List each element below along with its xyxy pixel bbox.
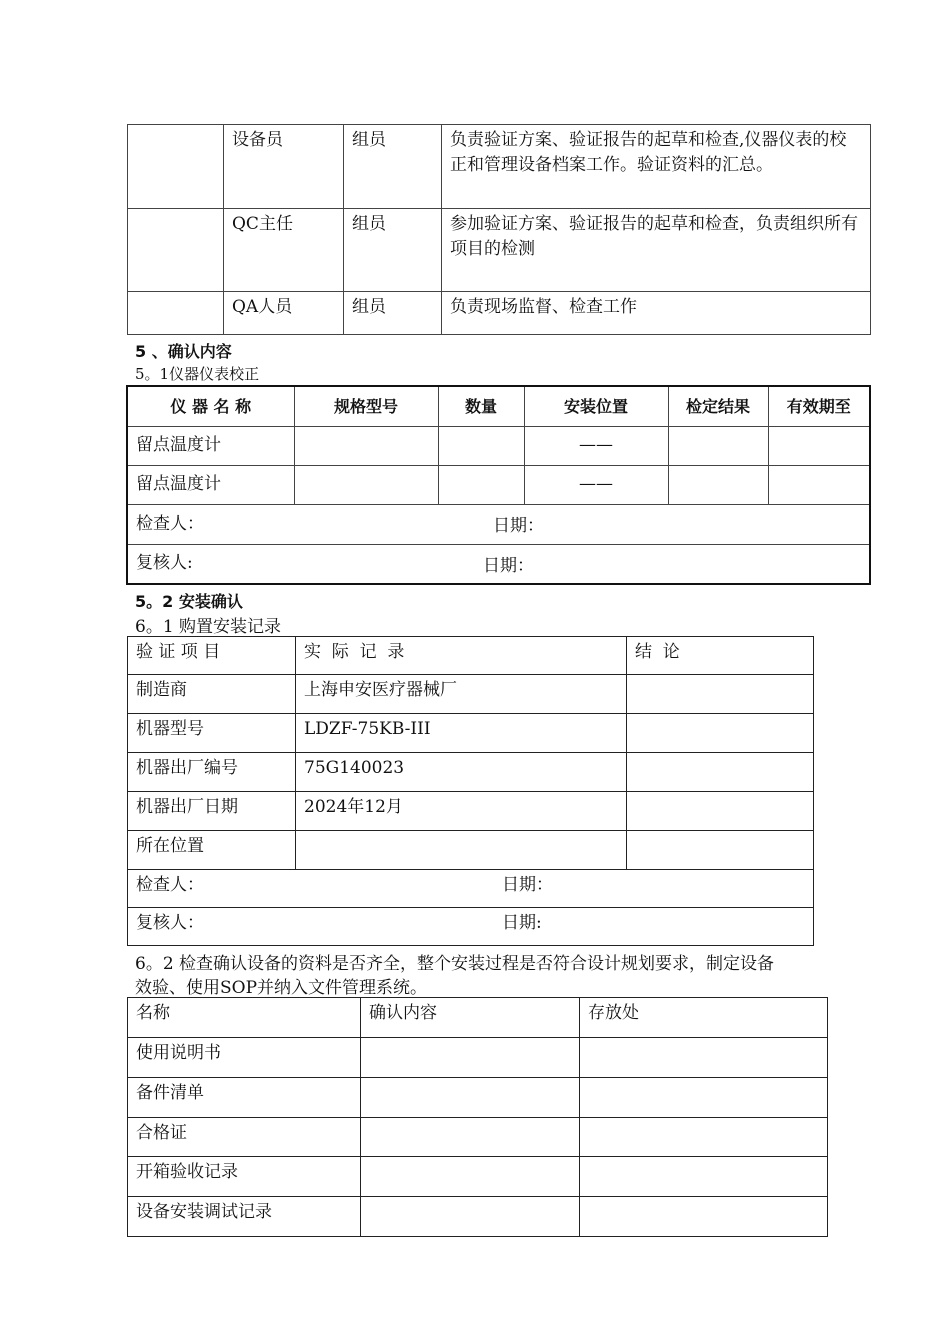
team-position-cell: 组员 xyxy=(344,125,442,209)
storage-cell xyxy=(580,1118,828,1157)
column-header: 有效期至 xyxy=(768,386,870,426)
table-row xyxy=(127,465,870,504)
item-cell: 机器出厂日期 xyxy=(128,792,296,831)
valid-until-cell xyxy=(768,426,870,465)
record-cell: LDZF-75KB-III xyxy=(296,714,627,753)
reviewer-cell xyxy=(127,544,870,584)
table-row xyxy=(127,426,870,465)
table-row xyxy=(128,1078,828,1118)
conclusion-cell xyxy=(627,792,814,831)
reviewer-date-label: 日期： xyxy=(483,555,534,576)
inspector-cell xyxy=(128,870,814,908)
section-5-heading: 5 、确认内容 xyxy=(135,342,232,361)
item-cell: 机器型号 xyxy=(128,714,296,753)
conclusion-cell xyxy=(627,831,814,870)
section-6-1-heading: 6。1 购置安装记录 xyxy=(135,617,282,637)
item-cell: 机器出厂编号 xyxy=(128,753,296,792)
storage-cell xyxy=(580,1157,828,1197)
inspector-row xyxy=(128,870,814,908)
team-role-cell: QA人员 xyxy=(224,292,344,335)
column-header: 规格型号 xyxy=(294,386,438,426)
team-responsibility-table xyxy=(127,124,871,335)
table-row xyxy=(128,1197,828,1237)
instrument-name-cell: 留点温度计 xyxy=(127,465,294,504)
reviewer-date-label: 日期: xyxy=(502,913,542,933)
column-header: 结 论 xyxy=(627,637,814,675)
table-row xyxy=(128,292,871,335)
column-header: 安装位置 xyxy=(524,386,668,426)
team-role-cell: 设备员 xyxy=(224,125,344,209)
conclusion-cell xyxy=(627,675,814,714)
document-name-cell: 开箱验收记录 xyxy=(128,1157,361,1197)
spec-cell xyxy=(294,426,438,465)
inspector-date-label: 日期： xyxy=(493,515,544,536)
inspector-date-label: 日期： xyxy=(502,875,553,895)
purchase-installation-table xyxy=(127,636,814,946)
section-5-2-heading: 5。2 安装确认 xyxy=(135,592,243,611)
item-cell: 所在位置 xyxy=(128,831,296,870)
confirm-content-cell xyxy=(361,1197,580,1237)
storage-cell xyxy=(580,1197,828,1237)
location-cell: —— xyxy=(524,465,668,504)
column-header: 存放处 xyxy=(580,998,828,1038)
inspector-label: 检查人： xyxy=(136,875,204,895)
column-header: 数量 xyxy=(438,386,524,426)
confirm-content-cell xyxy=(361,1157,580,1197)
team-position-cell: 组员 xyxy=(344,209,442,292)
team-role-cell: QC主任 xyxy=(224,209,344,292)
result-cell xyxy=(668,426,768,465)
table-row xyxy=(128,1118,828,1157)
column-header: 验 证 项 目 xyxy=(128,637,296,675)
table-header-row xyxy=(128,998,828,1038)
reviewer-label: 复核人： xyxy=(136,913,204,933)
table-row xyxy=(128,714,814,753)
inspector-label: 检查人： xyxy=(136,513,204,534)
confirm-content-cell xyxy=(361,1038,580,1078)
location-cell: —— xyxy=(524,426,668,465)
table-row xyxy=(128,209,871,292)
table-row xyxy=(128,753,814,792)
table-row xyxy=(128,831,814,870)
team-position-cell: 组员 xyxy=(344,292,442,335)
column-header: 确认内容 xyxy=(361,998,580,1038)
confirm-content-cell xyxy=(361,1118,580,1157)
table-row xyxy=(128,675,814,714)
column-header: 检定结果 xyxy=(668,386,768,426)
team-duty-cell: 参加验证方案、验证报告的起草和检查，负责组织所有项目的检测 xyxy=(442,209,871,292)
result-cell xyxy=(668,465,768,504)
column-header: 名称 xyxy=(128,998,361,1038)
inspector-cell xyxy=(127,504,870,544)
team-person-cell xyxy=(128,209,224,292)
record-cell: 上海申安医疗器械厂 xyxy=(296,675,627,714)
conclusion-cell xyxy=(627,753,814,792)
document-name-cell: 设备安装调试记录 xyxy=(128,1197,361,1237)
table-row xyxy=(128,792,814,831)
document-name-cell: 合格证 xyxy=(128,1118,361,1157)
team-person-cell xyxy=(128,292,224,335)
instrument-name-cell: 留点温度计 xyxy=(127,426,294,465)
reviewer-label: 复核人: xyxy=(136,553,193,574)
team-duty-cell: 负责现场监督、检查工作 xyxy=(442,292,871,335)
table-row xyxy=(128,1038,828,1078)
column-header: 仪 器 名 称 xyxy=(127,386,294,426)
quantity-cell xyxy=(438,465,524,504)
table-header-row xyxy=(127,386,870,426)
section-5-1-heading: 5。1仪器仪表校正 xyxy=(135,365,260,383)
storage-cell xyxy=(580,1038,828,1078)
column-header: 实 际 记 录 xyxy=(296,637,627,675)
section-6-2-heading: 6。2 检查确认设备的资料是否齐全，整个安装过程是否符合设计规划要求，制定设备 xyxy=(135,954,775,974)
conclusion-cell xyxy=(627,714,814,753)
document-name-cell: 使用说明书 xyxy=(128,1038,361,1078)
team-duty-cell: 负责验证方案、验证报告的起草和检查,仪器仪表的校正和管理设备档案工作。验证资料的汇总。 xyxy=(442,125,871,209)
valid-until-cell xyxy=(768,465,870,504)
reviewer-cell xyxy=(128,908,814,946)
item-cell: 制造商 xyxy=(128,675,296,714)
reviewer-row xyxy=(128,908,814,946)
record-cell: 2024年12月 xyxy=(296,792,627,831)
table-row xyxy=(128,1157,828,1197)
confirm-content-cell xyxy=(361,1078,580,1118)
section-6-2-heading-cont: 效验、使用SOP并纳入文件管理系统。 xyxy=(135,978,428,998)
team-person-cell xyxy=(128,125,224,209)
document-name-cell: 备件清单 xyxy=(128,1078,361,1118)
reviewer-row xyxy=(127,544,870,584)
table-header-row xyxy=(128,637,814,675)
inspector-row xyxy=(127,504,870,544)
document-check-table xyxy=(127,997,828,1237)
quantity-cell xyxy=(438,426,524,465)
record-cell: 75G140023 xyxy=(296,753,627,792)
record-cell xyxy=(296,831,627,870)
storage-cell xyxy=(580,1078,828,1118)
instrument-calibration-table xyxy=(126,385,871,585)
table-row xyxy=(128,125,871,209)
spec-cell xyxy=(294,465,438,504)
